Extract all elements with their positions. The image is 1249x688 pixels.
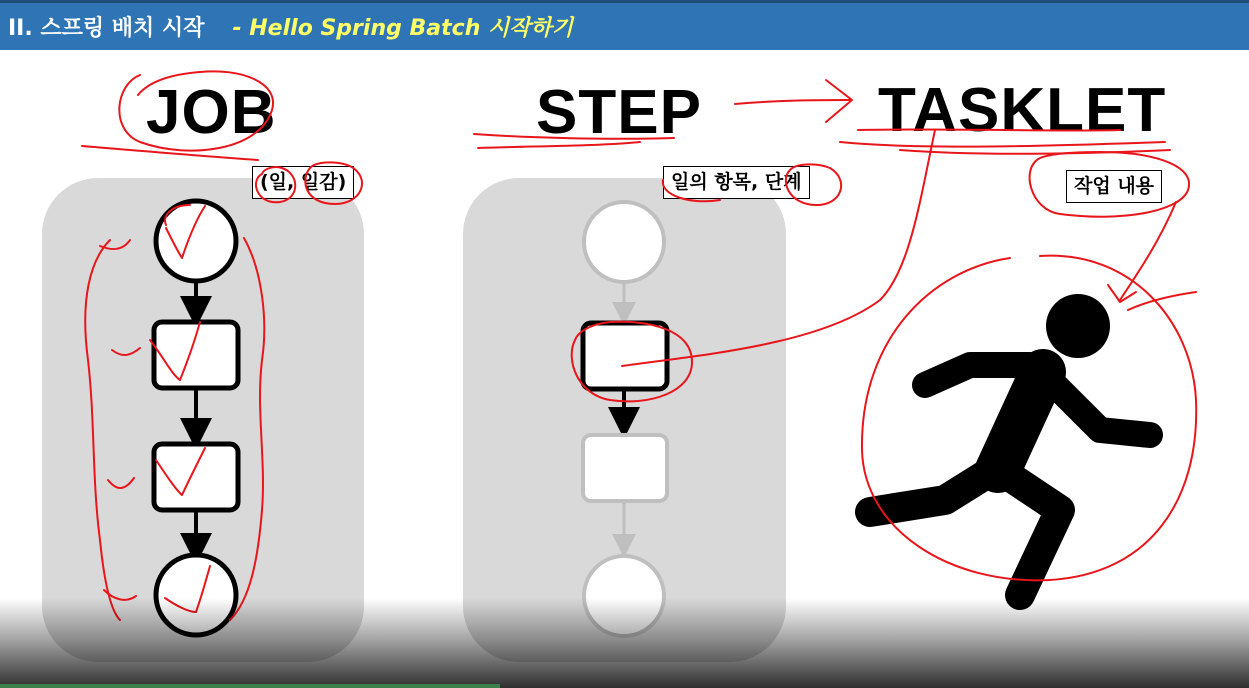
step-tag: 일의 항목, 단계 bbox=[663, 166, 810, 199]
step-flow bbox=[583, 202, 667, 636]
step-active-node bbox=[583, 323, 667, 389]
slide-title: II. 스프링 배치 시작 bbox=[8, 16, 205, 41]
video-progress-bar[interactable] bbox=[0, 684, 500, 688]
step-title: STEP bbox=[536, 78, 702, 147]
job-tag: (일, 일감) bbox=[252, 166, 354, 199]
slide-subtitle: - Hello Spring Batch 시작하기 bbox=[232, 16, 574, 41]
video-controls-overlay bbox=[0, 598, 1249, 688]
running-person-icon bbox=[870, 294, 1150, 595]
step-start-node bbox=[584, 202, 664, 282]
tasklet-tag: 작업 내용 bbox=[1066, 170, 1162, 203]
job-title: JOB bbox=[146, 78, 277, 147]
job-step-node bbox=[154, 322, 238, 388]
job-flow bbox=[154, 201, 238, 635]
tasklet-title: TASKLET bbox=[878, 76, 1167, 145]
step-node bbox=[583, 435, 667, 501]
